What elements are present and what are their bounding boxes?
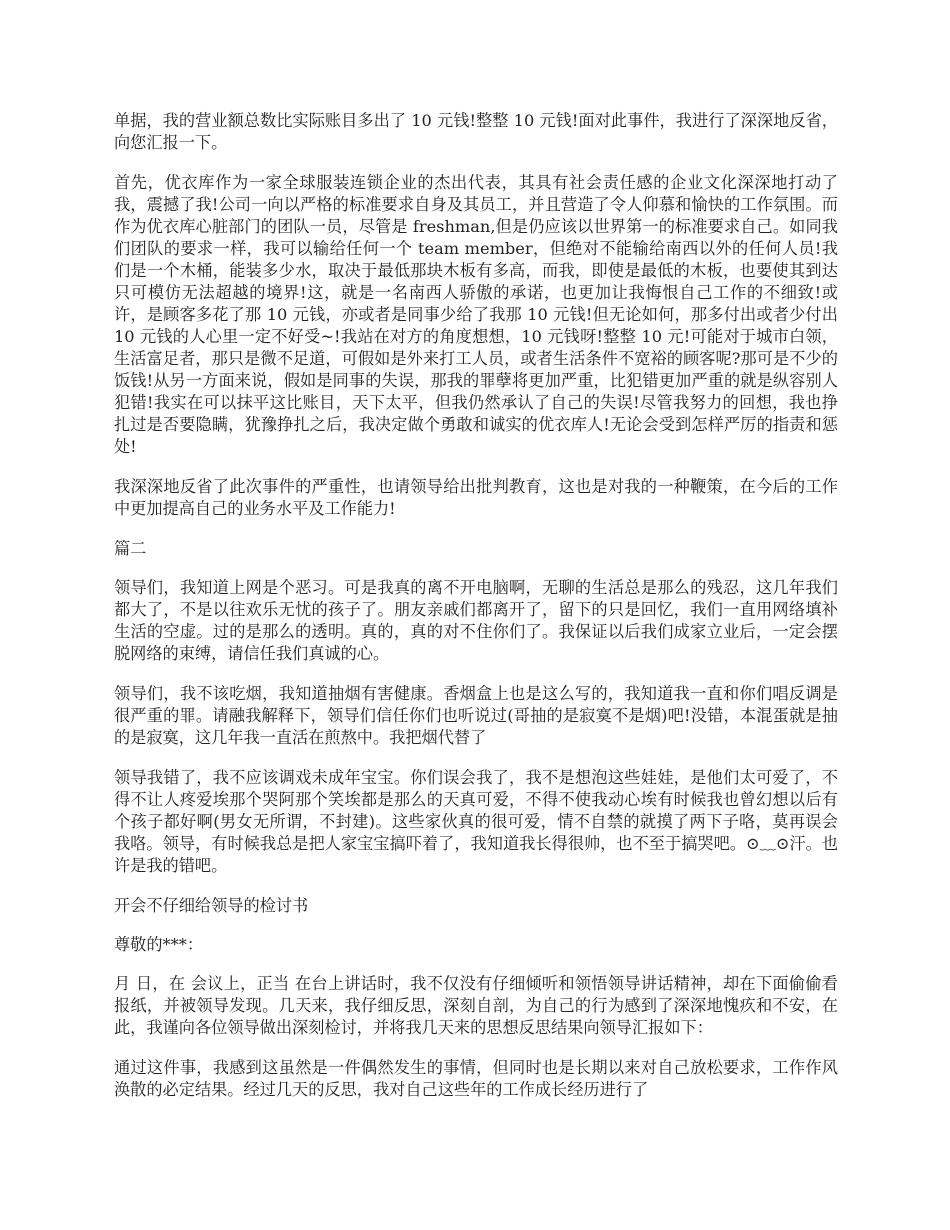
letter-salutation: 尊敬的***： [114, 935, 204, 954]
section-heading-meeting-letter: 开会不仔细给领导的检讨书 [114, 896, 309, 915]
paragraph-company-culture: 首先，优衣库作为一家全球服装连锁企业的杰出代表，其具有社会责任感的企业文化深深地打动了我，震撼了我!公司一向以严格的标准要求自身及其员工，并且营造了令人仰慕和愉快的工作氛围。而作为优衣库心脏部门的团队一员，尽管是 freshman,但是仍应该以世界第一的标准要求自己。如同我们团队的要求一样，我可以输给任何一个 team member，但绝对不能输给南西以外的任何人员!我们是一个木桶，能装多少水，取决于最低那块木板有多高，而我，即使是最低的木板，也要使其到达只可模仿无法超越的境界!这，就是一名南西人骄傲的承诺，也更加让我悔恨自己工作的不细致!或许，是顾客多花了那 10 元钱，亦或者是同事少给了我那 10 元钱!但无论如何，那多付出或者少付出 10 元钱的人心里一定不好受~!我站在对方的角度想想，10 元钱呀!整整 10 元!可能对于城市白领，生活富足者，那只是微不足道，可假如是外来打工人员，或者生活条件不宽裕的顾客呢?那可是不少的饭钱!从另一方面来说，假如是同事的失误，那我的罪孽将更加严重，比犯错更加严重的就是纵容别人犯错!我实在可以抹平这比账目，天下太平，但我仍然承认了自己的失误!尽管我努力的回想，我也挣扎过是否要隐瞒，犹豫挣扎之后，我决定做个勇敢和诚实的优衣库人!无论会受到怎样严厉的指责和惩处! [114, 173, 838, 456]
paragraph-children: 领导我错了，我不应该调戏未成年宝宝。你们误会我了，我不是想泡这些娃娃，是他们太可爱了，不得不让人疼爱埃那个哭阿那个笑埃都是那么的天真可爱，不得不使我动心埃有时候我也曾幻想以后有个孩子都好啊(男女无所谓，不封建)。这些家伙真的很可爱，情不自禁的就摸了两下子咯，莫再误会我咯。领导，有时候我总是把人家宝宝搞吓着了，我知道我长得很帅，也不至于搞哭吧。⊙﹏⊙汗。也许是我的错吧。 [114, 768, 838, 875]
section-heading-part-two: 篇二 [114, 539, 147, 558]
paragraph-lessons-learned: 通过这件事，我感到这虽然是一件偶然发生的事情，但同时也是长期以来对自己放松要求，工作作风涣散的必定结果。经过几天的反思，我对自己这些年的工作成长经历进行了 [114, 1058, 838, 1099]
paragraph-smoking: 领导们，我不该吃烟，我知道抽烟有害健康。香烟盒上也是这么写的，我知道我一直和你们唱反调是很严重的罪。请融我解释下，领导们信任你们也听说过(哥抽的是寂寞不是烟)吧!没错，本混蛋就是抽的是寂寞，这几年我一直活在煎熬中。我把烟代替了 [114, 684, 838, 747]
paragraph-internet-habit: 领导们，我知道上网是个恶习。可是我真的离不开电脑啊，无聊的生活总是那么的残忍，这几年我们都大了，不是以往欢乐无忧的孩子了。朋友亲戚们都离开了，留下的只是回忆，我们一直用网络填补生活的空虚。过的是那么的透明。真的，真的对不住你们了。我保证以后我们成家立业后，一定会摆脱网络的束缚，请信任我们真诚的心。 [114, 578, 838, 663]
paragraph-meeting-incident: 月 日，在 会议上，正当 在台上讲话时，我不仅没有仔细倾听和领悟领导讲话精神，却在下面偷偷看报纸，并被领导发现。几天来，我仔细反思，深刻自剖，为自己的行为感到了深深地愧疚和不安，在此，我谨向各位领导做出深刻检讨，并将我几天来的思想反思结果向领导汇报如下： [114, 974, 838, 1037]
paragraph-receipt-discrepancy: 单据，我的营业额总数比实际账目多出了 10 元钱!整整 10 元钱!面对此事件，我进行了深深地反省，向您汇报一下。 [114, 111, 838, 152]
paragraph-self-reflection: 我深深地反省了此次事件的严重性，也请领导给出批判教育，这也是对我的一种鞭策，在今后的工作中更加提高自己的业务水平及工作能力! [114, 477, 838, 518]
